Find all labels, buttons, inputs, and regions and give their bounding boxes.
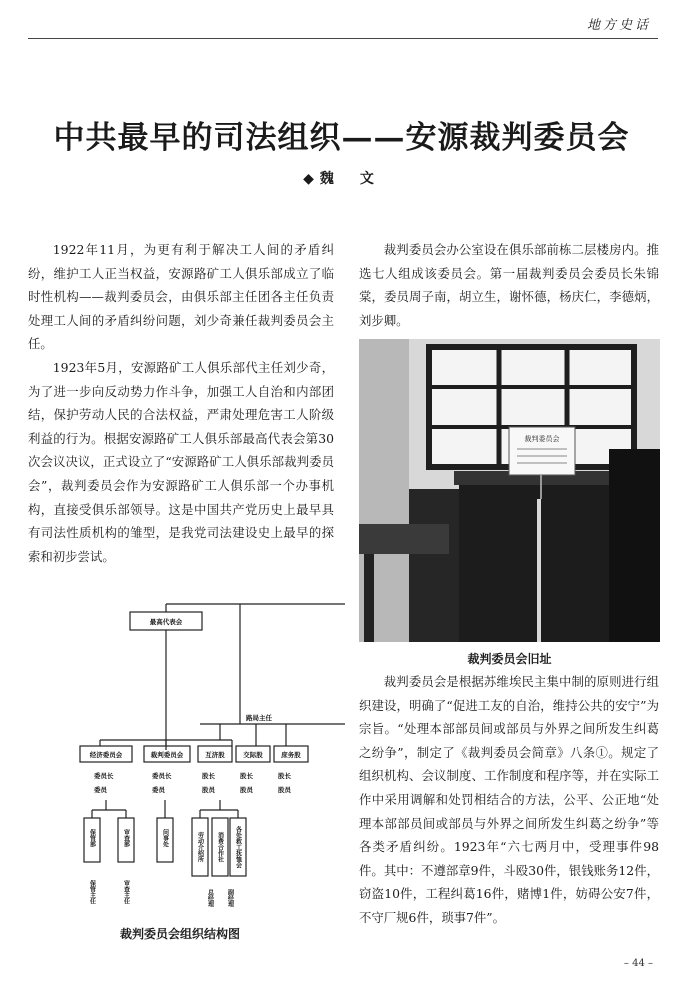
paragraph: 1923年5月，安源路矿工人俱乐部代主任刘少奇，为了进一步向反动势力作斗争，加强工人自治和内部团结，保护劳动人民的合法权益，严肃处理危害工人阶级利益的行为。根据安源路矿工人俱乐部最高代表会第30次会议决议，正式设立了“安源路矿工人俱乐部裁判委员会”，裁判委员会作为安源路矿工人俱乐部一个办事机构，直接受俱乐部领导。这是中国共产党历史上最早具有司法性质机构的雏型，是我党司法建设史上最早的探索和初步尝试。 bbox=[28, 359, 334, 564]
chart-role-label: 股长 bbox=[278, 772, 291, 780]
photo-sign-text: 裁判委员会 bbox=[524, 435, 560, 443]
chart-box-label: 交际股 bbox=[243, 751, 263, 759]
article-title: 中共最早的司法组织——安源裁判委员会 bbox=[53, 120, 630, 156]
chart-role-label: 股员 bbox=[278, 786, 291, 794]
chart-head-label: 副经理 bbox=[226, 889, 234, 907]
chart-sub-label: 各处救工抚恤会 bbox=[234, 826, 242, 868]
page-number: – 44 – bbox=[623, 958, 653, 969]
chart-role-label: 委员 bbox=[94, 786, 107, 794]
chart-box-label: 互济股 bbox=[205, 751, 225, 759]
chart-head-label: 审查主任 bbox=[122, 880, 130, 904]
header-rule bbox=[28, 38, 658, 39]
office-photo-drawing bbox=[359, 339, 660, 642]
left-column bbox=[28, 238, 334, 568]
chart-sub-label: 消费合作社 bbox=[216, 832, 224, 862]
article-author: ◆魏 文 bbox=[303, 171, 380, 187]
chart-mid-label: 路局主任 bbox=[246, 714, 272, 722]
chart-box-label: 庶务股 bbox=[281, 751, 301, 759]
chart-sub-label: 保管部 bbox=[88, 829, 96, 847]
org-chart-drawing bbox=[60, 600, 345, 920]
chart-sub-label: 问事处 bbox=[161, 829, 169, 847]
chart-head-label: 保管主任 bbox=[88, 880, 96, 904]
chart-role-label: 委员长 bbox=[152, 772, 172, 780]
chart-caption: 裁判委员会组织结构图 bbox=[119, 927, 240, 941]
chart-role-label: 股长 bbox=[240, 772, 253, 780]
office-photo bbox=[359, 339, 660, 642]
chart-role-label: 委员长 bbox=[94, 772, 114, 780]
chart-sub-label: 审查部 bbox=[122, 829, 130, 847]
paragraph: 裁判委员会办公室设在俱乐部前栋二层楼房内。推选七人组成该委员会。第一届裁判委员会委员长朱锦棠，委员周子南，胡立生，谢怀德，杨庆仁，李德炳，刘步卿。 bbox=[359, 242, 659, 328]
right-column-top bbox=[359, 238, 659, 332]
right-column-bottom bbox=[359, 670, 659, 930]
chart-box-label: 经济委员会 bbox=[89, 751, 123, 759]
chart-role-label: 股员 bbox=[202, 786, 215, 794]
chart-role-label: 股员 bbox=[240, 786, 253, 794]
paragraph: 裁判委员会是根据苏维埃民主集中制的原则进行组织建设，明确了“促进工友的自治，维持公共的安宁”为宗旨。“处理本部部员间或部员与外界之间所发生纠葛之纷争”，制定了《裁判委员会简章》八条①。规定了组织机构、会议制度、工作制度和程序等，并在实际工作中采用调解和处罚相结合的方法，公平、公正地“处理本部部员间或部员与外界之间所发生纠葛之纷争”等各类矛盾纠纷。1923年“六七两月中，受理事件98件。其中：不遵部章9件，斗殴30件，银钱账务12件，窃盗10件，工程纠葛16件，赌博1件，妨碍公安7件，不守厂规6件，琐事7件”。 bbox=[359, 674, 659, 925]
chart-top-label: 最高代表会 bbox=[149, 618, 183, 626]
paragraph: 1922年11月，为更有利于解决工人间的矛盾纠纷，维护工人正当权益，安源路矿工人俱乐部成立了临时性机构——裁判委员会，由俱乐部主任团各主任负责处理工人间的矛盾纠纷问题，刘少奇兼任裁判委员会主任。 bbox=[28, 242, 334, 352]
org-chart bbox=[60, 600, 345, 920]
chart-box-label: 裁判委员会 bbox=[150, 751, 184, 759]
chart-role-label: 委员 bbox=[152, 786, 165, 794]
column-label: 地方史话 bbox=[586, 18, 651, 33]
chart-head-label: 总经理 bbox=[206, 889, 214, 907]
photo-caption: 裁判委员会旧址 bbox=[467, 652, 552, 666]
chart-role-label: 股长 bbox=[202, 772, 215, 780]
chart-sub-label: 劳动介绍所 bbox=[196, 832, 204, 862]
